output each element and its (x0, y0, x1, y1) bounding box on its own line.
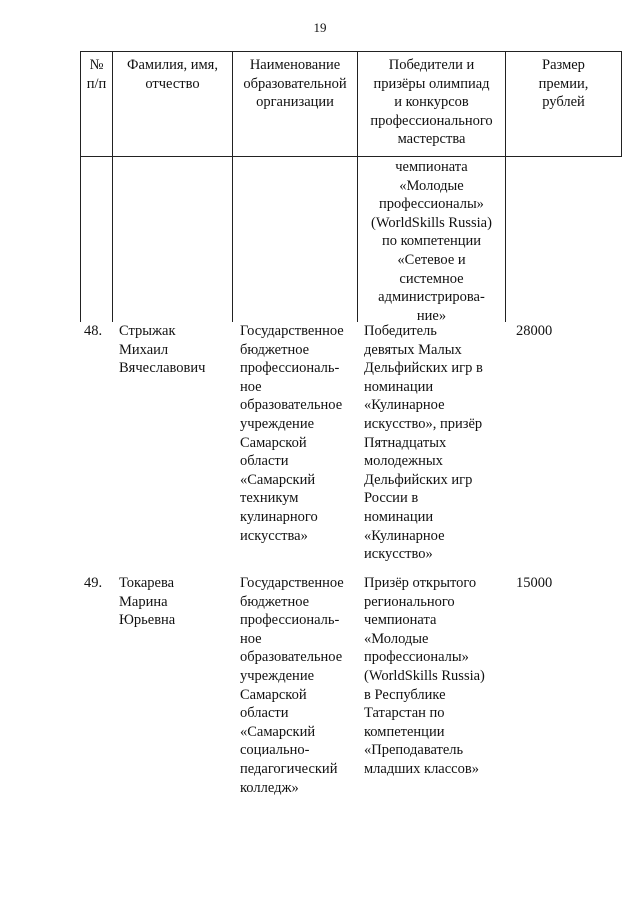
text-line: Марина (119, 593, 168, 610)
text-line: педагогический (240, 760, 338, 777)
text-line: Призёр открытого (364, 575, 477, 591)
text-line: Татарстан по (364, 705, 445, 722)
text-line: колледж» (240, 779, 299, 796)
text-line: Победитель (364, 323, 437, 339)
text-line: премии, (538, 75, 589, 92)
text-line: Юрьевна (119, 612, 176, 629)
text-line: чемпионата (395, 159, 468, 175)
text-line: Наименование (249, 57, 341, 73)
row-full-name (113, 322, 233, 574)
text-line: отчество (145, 75, 200, 92)
text-line: № (89, 57, 104, 73)
text-line: Пятнадцатых (364, 434, 447, 451)
text-line: искусство» (364, 546, 433, 563)
text-line: России в (364, 490, 419, 507)
text-line: бюджетное (240, 341, 310, 358)
text-line: «Преподаватель (364, 742, 464, 759)
text-line: мастерства (397, 131, 466, 148)
continuation-row (80, 157, 622, 322)
row-full-name (113, 574, 233, 814)
text-line: профессионалы» (364, 649, 469, 666)
row-achievement (358, 322, 506, 574)
text-line: профессиональ- (240, 360, 340, 377)
text-line: чемпионата (364, 612, 437, 629)
cont-prize-cell (506, 157, 622, 322)
row-prize: 15000 (516, 575, 553, 591)
table-row (80, 322, 622, 574)
text-line: образовательное (240, 397, 343, 414)
cont-number-cell (80, 157, 113, 322)
table-header (80, 51, 622, 157)
text-line: Победители и (388, 57, 475, 73)
text-line: социально- (240, 742, 310, 759)
text-line: «Молодые (399, 177, 464, 194)
text-line: в Республике (364, 686, 446, 703)
text-line: Стрыжак (119, 323, 176, 339)
header-full-name (113, 52, 233, 156)
text-line: номинации (364, 378, 434, 395)
text-line: учреждение (240, 415, 315, 432)
text-line: ное (240, 378, 262, 395)
text-line: «Кулинарное (364, 527, 445, 544)
text-line: Самарской (240, 686, 307, 703)
header-organization (233, 52, 358, 156)
text-line: профессиональ- (240, 612, 340, 629)
page-number: 19 (313, 20, 327, 35)
text-line: номинации (364, 508, 434, 525)
text-line: Государственное (240, 575, 344, 591)
row-organization (233, 574, 358, 814)
text-line: профессионального (370, 112, 493, 129)
text-line: «Самарский (240, 723, 316, 740)
text-line: компетенции (364, 723, 445, 740)
text-line: Дельфийских игр в (364, 360, 483, 377)
text-line: (WorldSkills Russia) (364, 667, 485, 684)
header-achievement (358, 52, 506, 156)
row-achievement (358, 574, 506, 814)
text-line: рублей (542, 94, 585, 111)
text-line: учреждение (240, 667, 315, 684)
header-prize (506, 52, 622, 156)
text-line: Самарской (240, 434, 307, 451)
text-line: Размер (542, 57, 585, 73)
row-number: 48. (84, 323, 103, 339)
text-line: профессионалы» (379, 196, 484, 213)
row-prize: 28000 (516, 323, 553, 339)
text-line: Токарева (119, 575, 175, 591)
text-line: искусство», призёр (364, 415, 483, 432)
row-organization (233, 322, 358, 574)
text-line: ние» (416, 307, 447, 324)
text-line: ное (240, 630, 262, 647)
text-line: бюджетное (240, 593, 310, 610)
header-number (80, 52, 113, 156)
awards-table (80, 51, 622, 814)
text-line: искусства» (240, 527, 308, 544)
text-line: призёры олимпиад (373, 75, 490, 92)
text-line: образовательное (240, 649, 343, 666)
text-line: (WorldSkills Russia) (371, 214, 492, 231)
text-line: Фамилия, имя, (127, 57, 218, 73)
text-line: «Сетевое и (397, 251, 466, 268)
text-line: младших классов» (364, 760, 479, 777)
text-line: по компетенции (381, 233, 482, 250)
text-line: п/п (86, 75, 107, 92)
text-line: Вячеславович (119, 360, 206, 377)
text-line: области (240, 453, 289, 470)
cont-org-cell (233, 157, 358, 322)
text-line: «Самарский (240, 471, 316, 488)
text-line: кулинарного (240, 508, 318, 525)
text-line: молодежных (364, 453, 443, 470)
table-row (80, 574, 622, 814)
text-line: Дельфийских игр (364, 471, 473, 488)
text-line: администрирова- (378, 289, 485, 306)
text-line: Государственное (240, 323, 344, 339)
row-number: 49. (84, 575, 103, 591)
text-line: регионального (364, 593, 455, 610)
text-line: образовательной (243, 75, 347, 92)
text-line: организации (256, 94, 334, 111)
text-line: девятых Малых (364, 341, 462, 358)
text-line: «Молодые (364, 630, 429, 647)
text-line: и конкурсов (394, 94, 469, 111)
text-line: области (240, 705, 289, 722)
text-line: техникум (240, 490, 299, 507)
text-line: «Кулинарное (364, 397, 445, 414)
cont-achievement-cell (358, 157, 506, 322)
text-line: Михаил (119, 341, 169, 358)
cont-name-cell (113, 157, 233, 322)
text-line: системное (399, 270, 464, 287)
